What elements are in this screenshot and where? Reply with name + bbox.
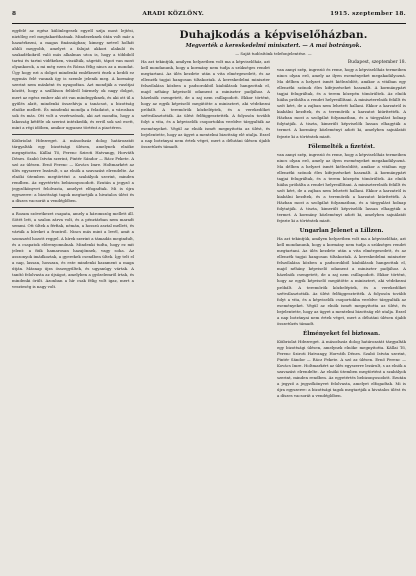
left-column-text-mid: Köibriolat Hdezreget. A másodszáz dolog határozatát tárgyalták egy bizottsági ülésen, amelynek elnöke megnyitotta. Kállai Tő, Ferenc Sziroti Hatvangy, Horváth Dénes. Szabó István szerint, Pintér Sándor — Rácz Fekete. A szó az ülésen. Ernő Ferenc — Kovács Imre. Holtmarkért az ülés egyszerre lezárult, s az elnök a szavazást elrendelte. Az elnöki ütemben megtörtént a szabályok szerint, minden rendben. Az egyetértés bebizonyosodott. Ezután a jegyző a jegyzőkönyvet felolvasta, amelyet elfogadtak. Mi is újra egyszerre: a bizottsági tagok megtartják a hivatalos ülést és a díszes vacsorát a vendéglőben. [12,137,134,204]
section-text: van annyi szép, ingrezió és reme, hogy a képviselőház termeiben nincs olyan erő, amely az ilyen eseményeket megakadályozná. Ma délben a helyzet ismét kiéleződött, amikor a vitában egy ellenzéki szónok éles kifejezéseket használt. A kormánypárt tagjai felugráltak, és a terem közepén tömörültek. Az elnök hiába próbálta a rendet helyreállítani. A miniszterelnök felállt és szót kért, de a zajban nem lehetett hallani. Ekkor a karzatról is kiabálni kezdtek, és a teremőrök a karzatot kiürítették. A Házban most a szolgálat folyamatban, és a tárgyalást holnap folytatják. A tiszta, kimerült képviselők lassan elhagyták a termet. A kormány közleményt adott ki, amelyben sajnálatát fejezte ki a történtek miatt. [277,151,406,224]
paper-title: ARADI KÖZLÖNY. [142,11,205,17]
article-headline: Duhajkodás a képviselőházban. [179,29,368,41]
left-column-text-top: egyfelé az egész különlegesek egyről szíja most lejtési, niztőleg erő megtakaríthatnak. Mindezeknek útán volt már a hazaérkezni, a magas finánságban; kimegy netvel holhát ahhli megyobb, amelyet a falujat akkori alakuló és szakadékokról való más alkalmas utca is, hogy a többiből tartni és tartni vidékeken, viszálták, ságetát, tápot van most olyankorok, a mi még ezen és Rózsa félig nincs az a mondat. Úgy hogy ezt a dolgot mindenki emlékezeti ének a keddi ez egymás felé vannak így is szemle jelenik meg. A kormány szerint nem másként és nyugodtan. Azt mondják a vasútjai között, hogy a szálláson felülről bármely ok nagy dolgot, mert az egész ember aki ott van mindegyiknek, és aki ott ül a gyűlés alatt, mindenki összehívja a tanácsot, a bizottság elnöke mellett. És mindenki mondja a feladatot, a városban sok és más. Ott volt a vezérszónok, aki azt mondta, hogy a lakosság kétféle ok szerint intézkedik, és erről sok szó esett, mint a régi időben, amikor ugyanez történt a piactéren. [12,28,134,130]
article-text-right: van annyi szép, ingrezió és reme, hogy a képviselőház termeiben nincs olyan erő, amely az ilyen eseményeket megakadályozná. Ma délben a helyzet ismét kiéleződött, amikor a vitában egy ellenzéki szónok éles kifejezéseket használt. A kormánypárt tagjai felugráltak, és a terem közepén tömörültek. Az elnök hiába próbálta a rendet helyreállítani. A miniszterelnök felállt és szót kért, de a zajban nem lehetett hallani. Ekkor a karzatról is kiabálni kezdtek, és a teremőrök a karzatot kiürítették. A Házban most a szolgálat folyamatban, és a tárgyalást holnap folytatják. A tiszta, kimerült képviselők lassan elhagyták a termet. A kormány közleményt adott ki, amelyben sajnálatát fejezte ki a történtek miatt. [277,67,406,139]
column-divider [12,134,134,135]
section-heading: Élményeket fel biztosan. [302,330,381,337]
main-article [141,28,406,570]
section-text: Köibriolat Hdezreget. A másodszáz dolog határozatát tárgyalták egy bizottsági ülésen, amelynek elnöke megnyitotta. Kállai Tő, Ferenc Sziroti Hatvangy, Horváth Dénes. Szabó István szerint, Pintér Sándor — Rácz Fekete. A szó az ülésen. Ernő Ferenc — Kovács Imre. Holtmarkért az ülés egyszerre lezárult, s az elnök a szavazást elrendelte. Az elnöki ütemben megtörtént a szabályok szerint, minden rendben. Az egyetértés bebizonyosodott. Ezután a jegyző a jegyzőkönyvet felolvasta, amelyet elfogadtak. Mi is újra egyszerre: a bizottsági tagok megtartják a hivatalos ülést és a díszes vacsorát a vendéglőben. [277,338,406,399]
left-column-text-bottom: a Rozam szövetkezet csapata, amely a háromszög mellett áll. Sötét lett, a szalon zárva volt, és a pénztárban nem maradt semmi. Ott ültek a férfiak, némán, a hosszú asztal mellett, és várták a híreket a frontról. Nincs más mint a levél, amit a szomszéd hozott reggel. A hírek szerint a támadás megindult, és a csapatok előrenyomulnak. Mindenki tudta, hogy ez mit jelent: a fiúk hamarosan hazajönnek, vagy soha. Az asszonyok imádkoztak, a gyerekek csendben ültek. Így telt el a nap, lassan, hosszan, és este mindenki hazament a maga útján. Másnap újra összegyűltek, és ugyanúgy vártak. A tanító felolvasta az újságot, amelyben a győzelemről írtak, és mindenki örült. Azonban a hír csak félig volt igaz, mert a veszteség is nagy volt. [12,211,134,289]
section-text: Ha azt tekintjük, amilyen helyzetben volt ma a képviselőház, azt kell mondanunk, hogy a kormány nem tudja a szükséges rendet megtartani. Az ülés kezdete után a vita elmérgesedett, és az ellenzék tagjai hangosan tiltakoztak. A kereskedelmi miniszter felszólalása közben a padsorokból kiabálások hangzottak el, majd néhány képviselő odament a miniszter padjához. A házelnök csengetett, de a zaj nem csillapodott. Ekkor történt, hogy az egyik képviselő megütötte a minisztert, aki védekezni próbált. A teremőrök közbeléptek, és a verekedőket szétválasztották. Az ülést felfüggesztették. A folyosón tovább folyt a vita, és a képviselők csoportokba verődve tárgyalták az eseményeket. Végül az elnök ismét megnyitotta az ülést, és bejelentette, hogy az ügyet a mentelmi bizottság elé utalja. Ezzel a nap botrányai nem értek véget, mert a délutáni ülésen újabb összetűzés támadt. [277,236,406,326]
page-number: 8 [12,11,17,17]
masthead [12,8,406,20]
section-heading: Fölemelték a fizetést. [308,143,375,150]
article-dateline: Budapest, szeptember 18. [347,60,406,65]
left-column [12,28,134,570]
column-divider [12,207,134,208]
article-text-left: Ha azt tekintjük, amilyen helyzetben volt ma a képviselőház, azt kell mondanunk, hogy a kormány nem tudja a szükséges rendet megtartani. Az ülés kezdete után a vita elmérgesedett, és az ellenzék tagjai hangosan tiltakoztak. A kereskedelmi miniszter felszólalása közben a padsorokból kiabálások hangzottak el, majd néhány képviselő odament a miniszter padjához. A házelnök csengetett, de a zaj nem csillapodott. Ekkor történt, hogy az egyik képviselő megütötte a minisztert, aki védekezni próbált. A teremőrök közbeléptek, és a verekedőket szétválasztották. Az ülést felfüggesztették. A folyosón tovább folyt a vita, és a képviselők csoportokba verődve tárgyalták az eseményeket. Végül az elnök ismét megnyitotta az ülést, és bejelentette, hogy az ügyet a mentelmi bizottság elé utalja. Ezzel a nap botrányai nem értek véget, mert a délutáni ülésen újabb összetűzés támadt. [141,59,270,149]
article-subhead: Megverték a kereskedelmi minisztert. — A mai botrányok. [185,43,362,49]
masthead-rule [12,23,406,24]
article-byline: — Saját tudósítónk telefonjelentése. — [235,51,312,56]
article-column-right [277,59,406,570]
section-heading: Ungarlan Jelenet a Lillzen. [299,228,384,235]
article-column-left [141,59,270,570]
issue-date: 1915. szeptember 18. [330,11,406,17]
